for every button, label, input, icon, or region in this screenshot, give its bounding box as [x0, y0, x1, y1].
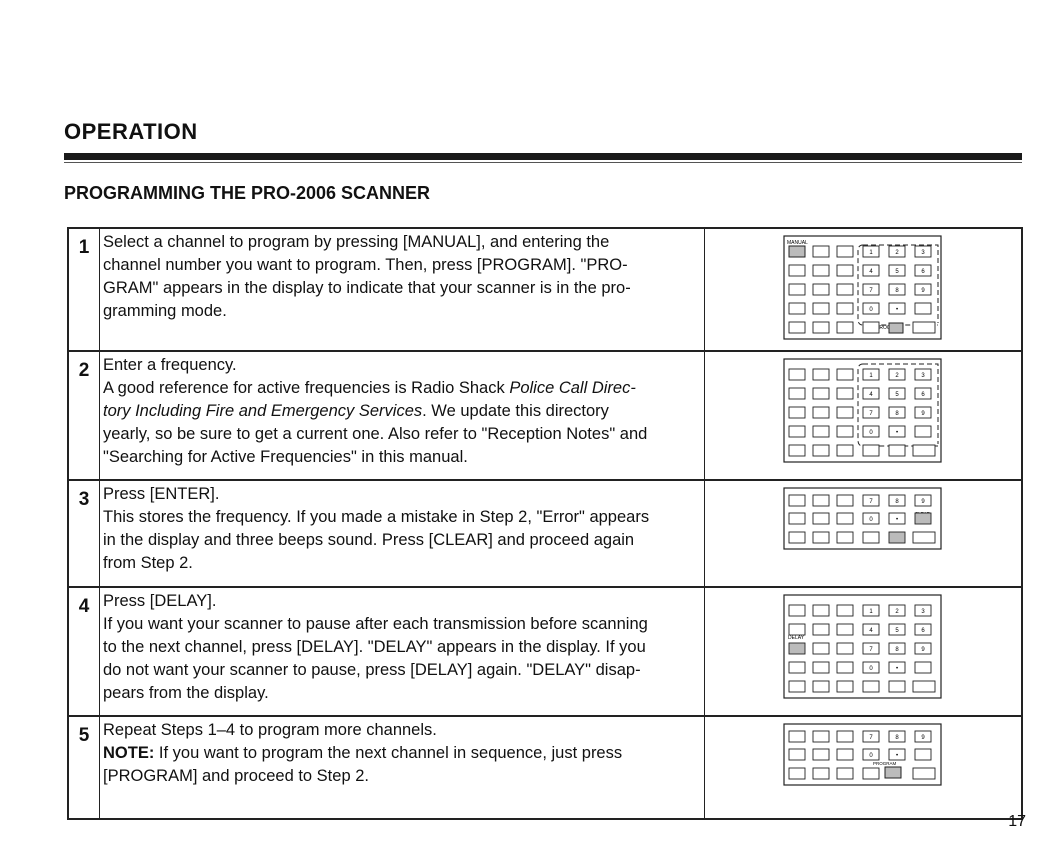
step-line: Press [DELAY].	[103, 592, 217, 610]
step-number: 4	[68, 587, 100, 716]
program-key-label: PROGRAM	[873, 761, 897, 766]
keypad-key	[813, 445, 829, 456]
keypad-key	[813, 284, 829, 295]
keypad-key-digit: 8	[895, 411, 899, 417]
step-line: Select a channel to program by pressing [MANUAL], and entering the	[103, 233, 610, 251]
keypad-key-digit: 7	[869, 735, 873, 741]
keypad-illustration-cell	[705, 480, 1023, 587]
keypad-key	[837, 284, 853, 295]
step-line: Press [ENTER].	[103, 485, 220, 503]
step-line	[103, 742, 696, 765]
keypad-key	[789, 513, 805, 524]
step-line-part: . We update this directory	[422, 402, 609, 420]
page-number: 17	[1008, 813, 1026, 830]
keypad-key	[837, 246, 853, 257]
keypad-key	[915, 426, 931, 437]
keypad-key-digit: 4	[869, 392, 873, 398]
manual-key-label: MANUAL	[787, 240, 808, 246]
keypad-key	[837, 605, 853, 616]
keypad-illustration-cell	[705, 351, 1023, 480]
keypad-key	[813, 513, 829, 524]
step-line: do not want your scanner to pause, press [DELAY] again. "DELAY" disap-	[103, 661, 641, 679]
keypad-key-digit: 4	[869, 269, 873, 275]
keypad-key	[837, 532, 853, 543]
keypad-key-digit: 5	[895, 392, 899, 398]
step-row-4	[68, 587, 1022, 716]
keypad-key	[813, 643, 829, 654]
keypad-key-digit: 9	[921, 647, 925, 653]
keypad-key	[837, 749, 853, 760]
step-line: pears from the display.	[103, 684, 269, 702]
keypad-key-digit: 0	[869, 753, 873, 759]
step-line: If you want your scanner to pause after each transmission before scanning	[103, 615, 648, 633]
keypad-key	[813, 532, 829, 543]
keypad-illustration	[783, 235, 943, 341]
keypad-key-digit: 8	[895, 735, 899, 741]
keypad-key-digit: 2	[895, 373, 899, 379]
note-text: If you want to program the next channel in sequence, just press	[154, 744, 623, 762]
keypad-key	[813, 388, 829, 399]
program-key	[889, 323, 903, 333]
step-line	[103, 400, 696, 423]
step-line-italic: tory Including Fire and Emergency Services	[103, 402, 423, 420]
keypad-key	[863, 681, 879, 692]
step-line: GRAM" appears in the display to indicate that your scanner is in the pro-	[103, 279, 631, 297]
keypad-key	[837, 388, 853, 399]
heading-rule	[64, 153, 1022, 160]
keypad-key-digit: 7	[869, 411, 873, 417]
step-line: "Searching for Active Frequencies" in this manual.	[103, 448, 468, 466]
step-text	[100, 480, 705, 587]
program-key	[885, 767, 901, 778]
keypad-key-digit: 1	[869, 609, 873, 615]
keypad-key-digit: 8	[895, 647, 899, 653]
keypad-key	[915, 513, 931, 524]
keypad-key	[813, 426, 829, 437]
step-number: 3	[68, 480, 100, 587]
step-line: Enter a frequency.	[103, 356, 237, 374]
keypad-key-digit: 0	[869, 307, 873, 313]
keypad-key-digit: 3	[921, 373, 925, 379]
keypad-key	[913, 322, 935, 333]
keypad-key-digit: 7	[869, 288, 873, 294]
step-line: Repeat Steps 1–4 to program more channels.	[103, 721, 437, 739]
keypad-illustration	[783, 723, 943, 787]
keypad-key	[837, 731, 853, 742]
manual-key	[789, 246, 805, 257]
keypad-key-digit: 9	[921, 499, 925, 505]
step-text	[100, 351, 705, 480]
step-line: to the next channel, press [DELAY]. "DELAY" appears in the display. If you	[103, 638, 646, 656]
keypad-key	[889, 445, 905, 456]
step-line-italic: Police Call Direc-	[509, 379, 636, 397]
keypad-key-digit: 2	[895, 609, 899, 615]
step-text	[100, 228, 705, 351]
step-row-1	[68, 228, 1022, 351]
keypad-key-digit: •	[895, 517, 899, 523]
step-number: 1	[68, 228, 100, 351]
keypad-key	[813, 303, 829, 314]
keypad-key	[837, 322, 853, 333]
keypad-key-digit: 6	[921, 269, 925, 275]
keypad-key	[813, 662, 829, 673]
keypad-key-digit: •	[895, 753, 899, 759]
keypad-key	[813, 624, 829, 635]
keypad-key-digit: 3	[921, 609, 925, 615]
step-line: from Step 2.	[103, 554, 193, 572]
keypad-key	[913, 768, 935, 779]
keypad-key	[863, 322, 879, 333]
keypad-key	[789, 768, 805, 779]
keypad-key	[789, 388, 805, 399]
keypad-key	[837, 513, 853, 524]
step-number: 2	[68, 351, 100, 480]
keypad-key-digit: 5	[895, 628, 899, 634]
keypad-key	[889, 532, 905, 543]
keypad-key	[915, 749, 931, 760]
keypad-key-digit: 8	[895, 288, 899, 294]
keypad-key	[837, 445, 853, 456]
keypad-key	[837, 303, 853, 314]
step-text	[100, 716, 705, 819]
step-line: in the display and three beeps sound. Press [CLEAR] and proceed again	[103, 531, 635, 549]
keypad-key	[837, 681, 853, 692]
keypad-key-digit: 5	[895, 269, 899, 275]
keypad-key	[813, 495, 829, 506]
keypad-key	[789, 624, 805, 635]
keypad-key-digit: •	[895, 666, 899, 672]
step-text	[100, 587, 705, 716]
keypad-key	[837, 495, 853, 506]
keypad-key	[915, 662, 931, 673]
keypad-key-digit: 7	[869, 647, 873, 653]
keypad-illustration	[783, 358, 943, 464]
step-line: [PROGRAM] and proceed to Step 2.	[103, 767, 369, 785]
keypad-key	[813, 731, 829, 742]
step-line	[103, 377, 696, 400]
keypad-key	[789, 731, 805, 742]
keypad-key	[837, 643, 853, 654]
step-line: channel number you want to program. Then, press [PROGRAM]. "PRO-	[103, 256, 628, 274]
page-subtitle: PROGRAMMING THE PRO-2006 SCANNER	[64, 183, 431, 203]
keypad-key-digit: 9	[921, 735, 925, 741]
step-line: yearly, so be sure to get a current one. Also refer to "Reception Notes" and	[103, 425, 648, 443]
keypad-key-digit: 4	[869, 628, 873, 634]
step-line-part: A good reference for active frequencies is Radio Shack	[103, 379, 510, 397]
keypad-illustration	[783, 594, 943, 700]
keypad-key	[789, 662, 805, 673]
steps-table	[67, 227, 1023, 820]
keypad-illustration-cell	[705, 228, 1023, 351]
keypad-key-digit: 1	[869, 373, 873, 379]
keypad-key	[813, 407, 829, 418]
keypad-key	[789, 426, 805, 437]
keypad-key	[837, 265, 853, 276]
keypad-key	[813, 246, 829, 257]
keypad-key	[789, 322, 805, 333]
keypad-key	[789, 369, 805, 380]
heading-rule-thin	[64, 162, 1022, 163]
keypad-key	[789, 532, 805, 543]
keypad-key-digit: 9	[921, 288, 925, 294]
keypad-key	[813, 265, 829, 276]
step-row-3	[68, 480, 1022, 587]
keypad-illustration-cell	[705, 716, 1023, 819]
keypad-key	[837, 624, 853, 635]
step-line: This stores the frequency. If you made a mistake in Step 2, "Error" appears	[103, 508, 650, 526]
keypad-key	[913, 532, 935, 543]
step-row-2	[68, 351, 1022, 480]
keypad-key	[789, 495, 805, 506]
keypad-key	[863, 768, 879, 779]
keypad-key-digit: 3	[921, 250, 925, 256]
keypad-key	[837, 407, 853, 418]
keypad-key-digit: 6	[921, 392, 925, 398]
step-row-5	[68, 716, 1022, 819]
keypad-key	[789, 643, 805, 654]
keypad-key-digit: •	[895, 307, 899, 313]
keypad-key	[789, 303, 805, 314]
keypad-key	[913, 445, 935, 456]
keypad-key-digit: 6	[921, 628, 925, 634]
keypad-illustration-cell	[705, 587, 1023, 716]
keypad-key	[789, 605, 805, 616]
keypad-key	[789, 265, 805, 276]
keypad-key-digit: 1	[869, 250, 873, 256]
step-line: gramming mode.	[103, 302, 227, 320]
keypad-key	[863, 532, 879, 543]
delay-key-label: DELAY	[788, 635, 805, 641]
section-title: OPERATION	[64, 119, 198, 144]
keypad-key	[837, 369, 853, 380]
keypad-key-digit: 2	[895, 250, 899, 256]
step-number: 5	[68, 716, 100, 819]
keypad-key-digit: 0	[869, 517, 873, 523]
keypad-key	[789, 681, 805, 692]
keypad-key	[837, 426, 853, 437]
keypad-key	[913, 681, 935, 692]
keypad-key-digit: •	[895, 430, 899, 436]
keypad-key	[813, 681, 829, 692]
keypad-key	[813, 605, 829, 616]
keypad-key	[789, 407, 805, 418]
keypad-key	[813, 369, 829, 380]
keypad-key	[837, 768, 853, 779]
keypad-key	[813, 322, 829, 333]
keypad-key	[915, 303, 931, 314]
keypad-key	[837, 662, 853, 673]
note-label: NOTE:	[103, 744, 155, 762]
keypad-key	[863, 445, 879, 456]
keypad-key	[813, 749, 829, 760]
keypad-key-digit: 0	[869, 666, 873, 672]
keypad-key-digit: 9	[921, 411, 925, 417]
keypad-key	[789, 445, 805, 456]
keypad-key-digit: 7	[869, 499, 873, 505]
keypad-key	[789, 749, 805, 760]
keypad-illustration	[783, 487, 943, 551]
keypad-key-digit: 8	[895, 499, 899, 505]
keypad-key	[889, 681, 905, 692]
keypad-key	[813, 768, 829, 779]
keypad-key	[789, 284, 805, 295]
keypad-key-digit: 0	[869, 430, 873, 436]
